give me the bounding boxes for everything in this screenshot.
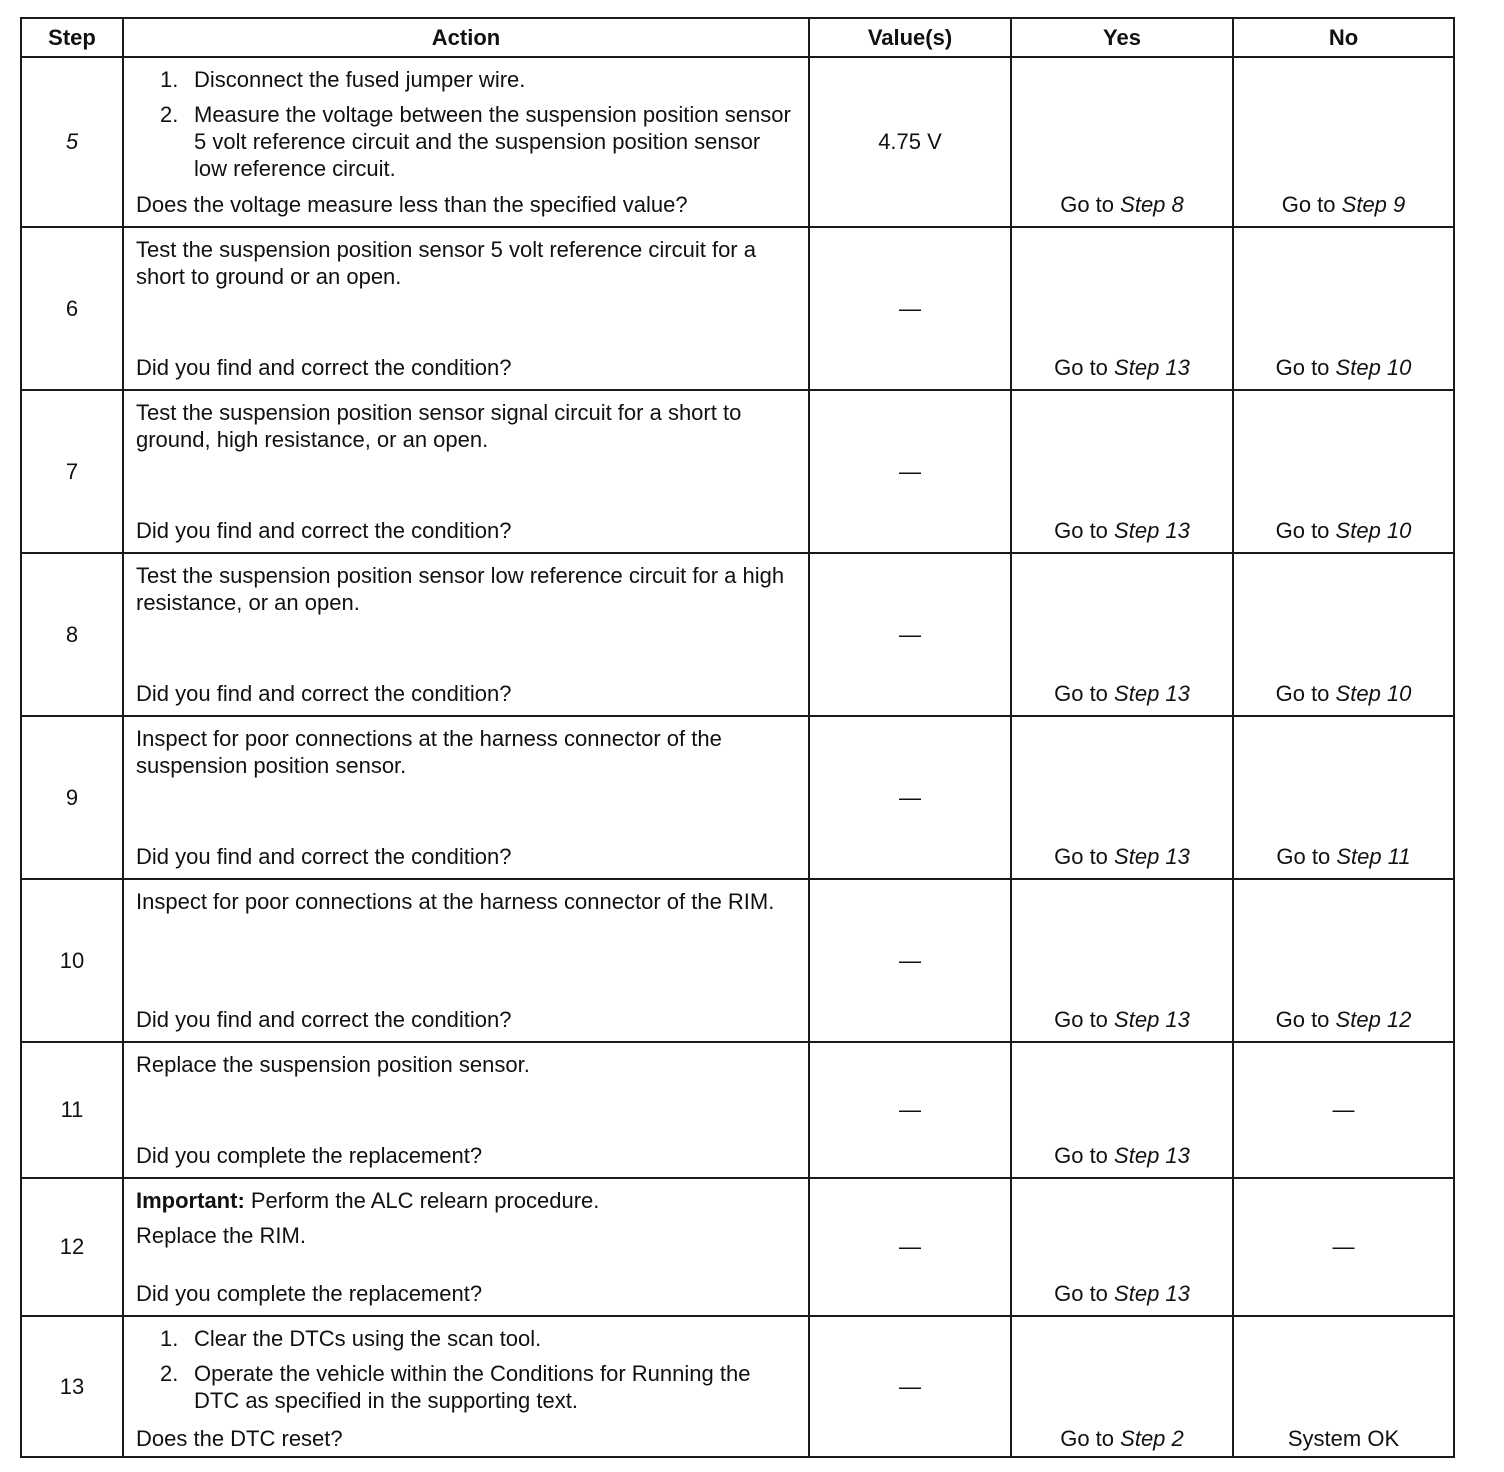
step-link: Step 10 (1335, 355, 1412, 380)
action-text: Test the suspension position sensor low reference circuit for a high resistance, or an open. (136, 563, 785, 615)
action-question: Did you find and correct the condition? (136, 681, 512, 706)
yes-cell (1011, 227, 1233, 390)
value-cell: 4.75 V (809, 57, 1011, 227)
table-row (21, 227, 1454, 390)
step-link: Step 13 (1114, 1007, 1190, 1032)
diagnostic-table (20, 17, 1455, 1458)
no-cell (1233, 553, 1454, 716)
table-row (21, 553, 1454, 716)
no-cell (1233, 227, 1454, 390)
step-link: Step 13 (1114, 844, 1190, 869)
action-cell (123, 57, 809, 227)
table-row (21, 57, 1454, 227)
step-link: Step 13 (1114, 681, 1190, 706)
action-cell (123, 879, 809, 1042)
table-row (21, 879, 1454, 1042)
action-cell (123, 390, 809, 553)
go-to-text: Go to (1281, 192, 1336, 217)
action-cell (123, 1042, 809, 1178)
table-row (21, 1178, 1454, 1316)
step-link: Step 13 (1114, 518, 1190, 543)
value-cell: — (809, 1316, 1011, 1457)
list-item (136, 66, 798, 93)
item-number: 1. (160, 1326, 179, 1351)
header-row (21, 18, 1454, 57)
action-text: Test the suspension position sensor 5 volt reference circuit for a short to ground or an open. (136, 237, 756, 289)
step-number: 12 (21, 1178, 123, 1316)
no-cell: System OK (1233, 1316, 1454, 1457)
step-link: Step 10 (1335, 681, 1412, 706)
step-number: 5 (21, 57, 123, 227)
yes-cell (1011, 553, 1233, 716)
step-number: 10 (21, 879, 123, 1042)
value-cell: — (809, 390, 1011, 553)
yes-cell (1011, 1178, 1233, 1316)
action-text: Inspect for poor connections at the harness connector of the RIM. (136, 889, 775, 914)
go-to-text: Go to (1275, 518, 1330, 543)
action-content (136, 880, 798, 1041)
yes-cell (1011, 1042, 1233, 1178)
item-text: Disconnect the fused jumper wire. (194, 67, 526, 92)
list-item (136, 1360, 798, 1414)
table-row (21, 716, 1454, 879)
action-question: Does the voltage measure less than the specified value? (136, 192, 688, 217)
action-question: Does the DTC reset? (136, 1426, 343, 1451)
action-list (136, 1317, 798, 1414)
step-link: Step 13 (1114, 355, 1190, 380)
step-number: 8 (21, 553, 123, 716)
step-number: 13 (21, 1316, 123, 1457)
item-text: Measure the voltage between the suspension position sensor 5 volt reference circuit and the suspension position sensor low reference circuit. (194, 102, 791, 181)
yes-cell (1011, 57, 1233, 227)
no-cell (1233, 390, 1454, 553)
list-item (136, 1325, 798, 1352)
action-list (136, 58, 798, 182)
action-cell (123, 227, 809, 390)
important-label: Important: (136, 1188, 245, 1213)
no-cell (1233, 57, 1454, 227)
header-step: Step (21, 18, 123, 57)
header-yes: Yes (1011, 18, 1233, 57)
step-link: Step 12 (1335, 1007, 1412, 1032)
action-cell (123, 553, 809, 716)
go-to-text: Go to (1275, 1007, 1330, 1032)
action-question: Did you find and correct the condition? (136, 844, 512, 869)
table-row (21, 390, 1454, 553)
yes-cell (1011, 1316, 1233, 1457)
table-row (21, 1316, 1454, 1457)
action-content (136, 1317, 798, 1456)
go-to-text: Go to (1275, 355, 1330, 380)
step-link: Step 9 (1341, 192, 1406, 217)
yes-cell (1011, 716, 1233, 879)
important-text: Perform the ALC relearn procedure. (244, 1188, 600, 1213)
go-to-text: Go to (1275, 681, 1330, 706)
step-number: 9 (21, 716, 123, 879)
no-cell (1233, 879, 1454, 1042)
action-content (136, 1043, 798, 1177)
action-content (136, 554, 798, 715)
step-link: Step 11 (1336, 844, 1411, 869)
no-cell: — (1233, 1178, 1454, 1316)
step-link: Step 13 (1114, 1143, 1190, 1168)
action-question: Did you complete the replacement? (136, 1281, 483, 1306)
action-question: Did you find and correct the condition? (136, 1007, 512, 1032)
important-note (136, 1179, 798, 1214)
go-to-text: Go to (1054, 1007, 1108, 1032)
step-link: Step 10 (1335, 518, 1412, 543)
step-number: 7 (21, 390, 123, 553)
action-question: Did you complete the replacement? (136, 1143, 483, 1168)
value-cell: — (809, 227, 1011, 390)
action-cell (123, 1178, 809, 1316)
go-to-text: Go to (1054, 1143, 1108, 1168)
action-cell (123, 1316, 809, 1457)
action-text: Inspect for poor connections at the harness connector of the suspension position sensor. (136, 726, 722, 778)
list-item (136, 101, 798, 182)
yes-cell (1011, 879, 1233, 1042)
action-text: Test the suspension position sensor signal circuit for a short to ground, high resistance, or an open. (136, 400, 742, 452)
go-to-text: Go to (1060, 192, 1115, 217)
action-content (136, 1179, 798, 1315)
go-to-text: Go to (1054, 844, 1108, 869)
step-link: Step 13 (1114, 1281, 1190, 1306)
item-text: Clear the DTCs using the scan tool. (194, 1326, 542, 1351)
action-content (136, 58, 798, 226)
action-content (136, 228, 798, 389)
header-no: No (1233, 18, 1454, 57)
action-text: Replace the RIM. (136, 1223, 306, 1248)
go-to-text: Go to (1060, 1426, 1115, 1451)
go-to-text: Go to (1054, 355, 1108, 380)
value-cell: — (809, 716, 1011, 879)
action-question: Did you find and correct the condition? (136, 518, 512, 543)
action-cell (123, 716, 809, 879)
value-cell: — (809, 1042, 1011, 1178)
table-row (21, 1042, 1454, 1178)
action-text: Replace the suspension position sensor. (136, 1052, 530, 1077)
go-to-text: Go to (1054, 518, 1108, 543)
item-number: 1. (160, 67, 179, 92)
go-to-text: Go to (1054, 1281, 1108, 1306)
action-content (136, 391, 798, 552)
step-link: Step 2 (1120, 1426, 1184, 1451)
value-cell: — (809, 1178, 1011, 1316)
yes-cell (1011, 390, 1233, 553)
step-link: Step 8 (1120, 192, 1184, 217)
item-number: 2. (160, 1361, 179, 1386)
item-number: 2. (160, 102, 179, 127)
header-values: Value(s) (809, 18, 1011, 57)
item-text: Operate the vehicle within the Conditions for Running the DTC as specified in the supporting text. (194, 1361, 751, 1413)
value-cell: — (809, 553, 1011, 716)
action-content (136, 717, 798, 878)
action-question: Did you find and correct the condition? (136, 355, 512, 380)
no-cell (1233, 716, 1454, 879)
no-cell: — (1233, 1042, 1454, 1178)
go-to-text: Go to (1276, 844, 1331, 869)
go-to-text: Go to (1054, 681, 1108, 706)
step-number: 6 (21, 227, 123, 390)
value-cell: — (809, 879, 1011, 1042)
header-action: Action (123, 18, 809, 57)
step-number: 11 (21, 1042, 123, 1178)
